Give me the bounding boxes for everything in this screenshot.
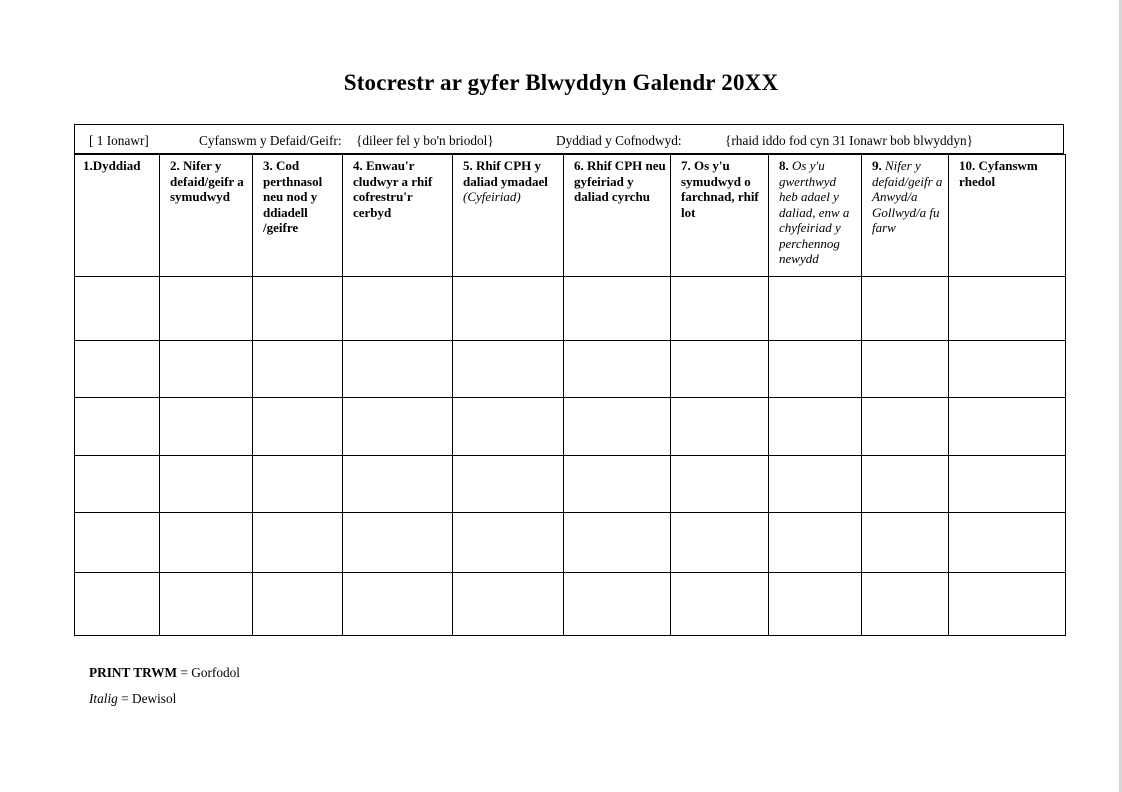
table-cell[interactable] [253,513,343,573]
table-cell[interactable] [671,398,769,456]
table-cell[interactable] [671,456,769,513]
table-cell[interactable] [253,341,343,398]
table-cell[interactable] [862,277,949,341]
legend-italic-term: Italig [89,691,118,706]
table-cell[interactable] [160,573,253,636]
born-lost-died-number: 9. [872,158,882,173]
legend-italic [89,691,176,707]
table-cell[interactable] [253,277,343,341]
table-cell[interactable] [343,513,453,573]
table-cell[interactable] [160,398,253,456]
table-cell[interactable] [564,277,671,341]
table-cell[interactable] [160,341,253,398]
legend-bold-term: PRINT TRWM [89,665,178,680]
table-cell[interactable] [949,277,1066,341]
table-cell[interactable] [253,573,343,636]
legend-italic-meaning: = Dewisol [121,691,177,706]
table-cell[interactable] [862,456,949,513]
table-cell[interactable] [769,277,862,341]
sold-on-holding-number: 8. [779,158,789,173]
table-cell[interactable] [343,277,453,341]
table-cell[interactable] [453,398,564,456]
table-cell[interactable] [949,456,1066,513]
table-cell[interactable] [671,341,769,398]
table-cell[interactable] [564,513,671,573]
table-cell[interactable] [949,398,1066,456]
table-row [75,398,1066,456]
table-cell[interactable] [564,398,671,456]
table-cell[interactable] [769,341,862,398]
table-cell[interactable] [564,456,671,513]
table-row [75,573,1066,636]
table-cell[interactable] [949,573,1066,636]
table-cell[interactable] [769,573,862,636]
info-row [74,124,1064,154]
table-cell[interactable] [160,277,253,341]
table-cell[interactable] [343,341,453,398]
table-cell[interactable] [75,513,160,573]
table-cell[interactable] [75,456,160,513]
col-header-date: 1.Dyddiad [75,155,160,277]
table-cell[interactable] [160,456,253,513]
table-cell[interactable] [453,277,564,341]
table-cell[interactable] [769,513,862,573]
total-label: Cyfanswm y Defaid/Geifr: [199,133,342,148]
table-cell[interactable] [671,573,769,636]
table-row [75,456,1066,513]
col-header-sold-on-holding [769,155,862,277]
col-header-destination-cph: 6. Rhif CPH neu gyfeiriad y daliad cyrchu [564,155,671,277]
record-date-label: Dyddiad y Cofnodwyd: [556,133,682,148]
table-cell[interactable] [343,456,453,513]
legend-bold [89,665,240,681]
table-cell[interactable] [769,456,862,513]
table-row [75,341,1066,398]
table-cell[interactable] [949,513,1066,573]
table-cell[interactable] [862,573,949,636]
col-header-born-lost-died [862,155,949,277]
table-cell[interactable] [75,573,160,636]
table-cell[interactable] [949,341,1066,398]
table-cell[interactable] [453,513,564,573]
table-cell[interactable] [564,573,671,636]
table-cell[interactable] [453,456,564,513]
table-cell[interactable] [343,398,453,456]
sold-on-holding-text: Os y'u gwerthwyd heb adael y daliad, enw a chyfeiriad y perchennog newydd [779,158,850,266]
col-header-transporter: 4. Enwau'r cludwyr a rhif cofrestru'r cerbyd [343,155,453,277]
table-cell[interactable] [671,513,769,573]
table-cell[interactable] [253,398,343,456]
table-cell[interactable] [453,341,564,398]
date-note: [ 1 Ionawr] [89,133,149,148]
table-cell[interactable] [862,513,949,573]
table-cell[interactable] [343,573,453,636]
table-row [75,277,1066,341]
born-lost-died-text: Nifer y defaid/geifr a Anwyd/a Gollwyd/a fu farw [872,158,943,235]
departure-cph-address: (Cyfeiriad) [463,189,521,204]
record-date-note: {rhaid iddo fod cyn 31 Ionawr bob blwyddyn} [725,133,974,148]
page-title: Stocrestr ar gyfer Blwyddyn Galendr 20XX [343,70,779,95]
stock-table [74,154,1066,636]
table-cell[interactable] [862,341,949,398]
table-cell[interactable] [75,341,160,398]
table-cell[interactable] [160,513,253,573]
table-cell[interactable] [75,398,160,456]
table-cell[interactable] [564,341,671,398]
col-header-market-lot: 7. Os y'u symudwyd o farchnad, rhif lot [671,155,769,277]
col-header-departure-cph [453,155,564,277]
total-note: {dileer fel y bo'n briodol} [356,133,494,148]
col-header-number-moved: 2. Nifer y defaid/geifr a symudwyd [160,155,253,277]
col-header-flock-code: 3. Cod perthnasol neu nod y ddiadell /geifre [253,155,343,277]
table-cell[interactable] [253,456,343,513]
table-cell[interactable] [769,398,862,456]
legend-bold-meaning: = Gorfodol [180,665,240,680]
table-cell[interactable] [862,398,949,456]
table-header-row [75,155,1066,277]
departure-cph-label: 5. Rhif CPH y daliad ymadael [463,158,548,189]
table-cell[interactable] [453,573,564,636]
table-cell[interactable] [671,277,769,341]
table-cell[interactable] [75,277,160,341]
table-row [75,513,1066,573]
col-header-running-total: 10. Cyfanswm rhedol [949,155,1066,277]
